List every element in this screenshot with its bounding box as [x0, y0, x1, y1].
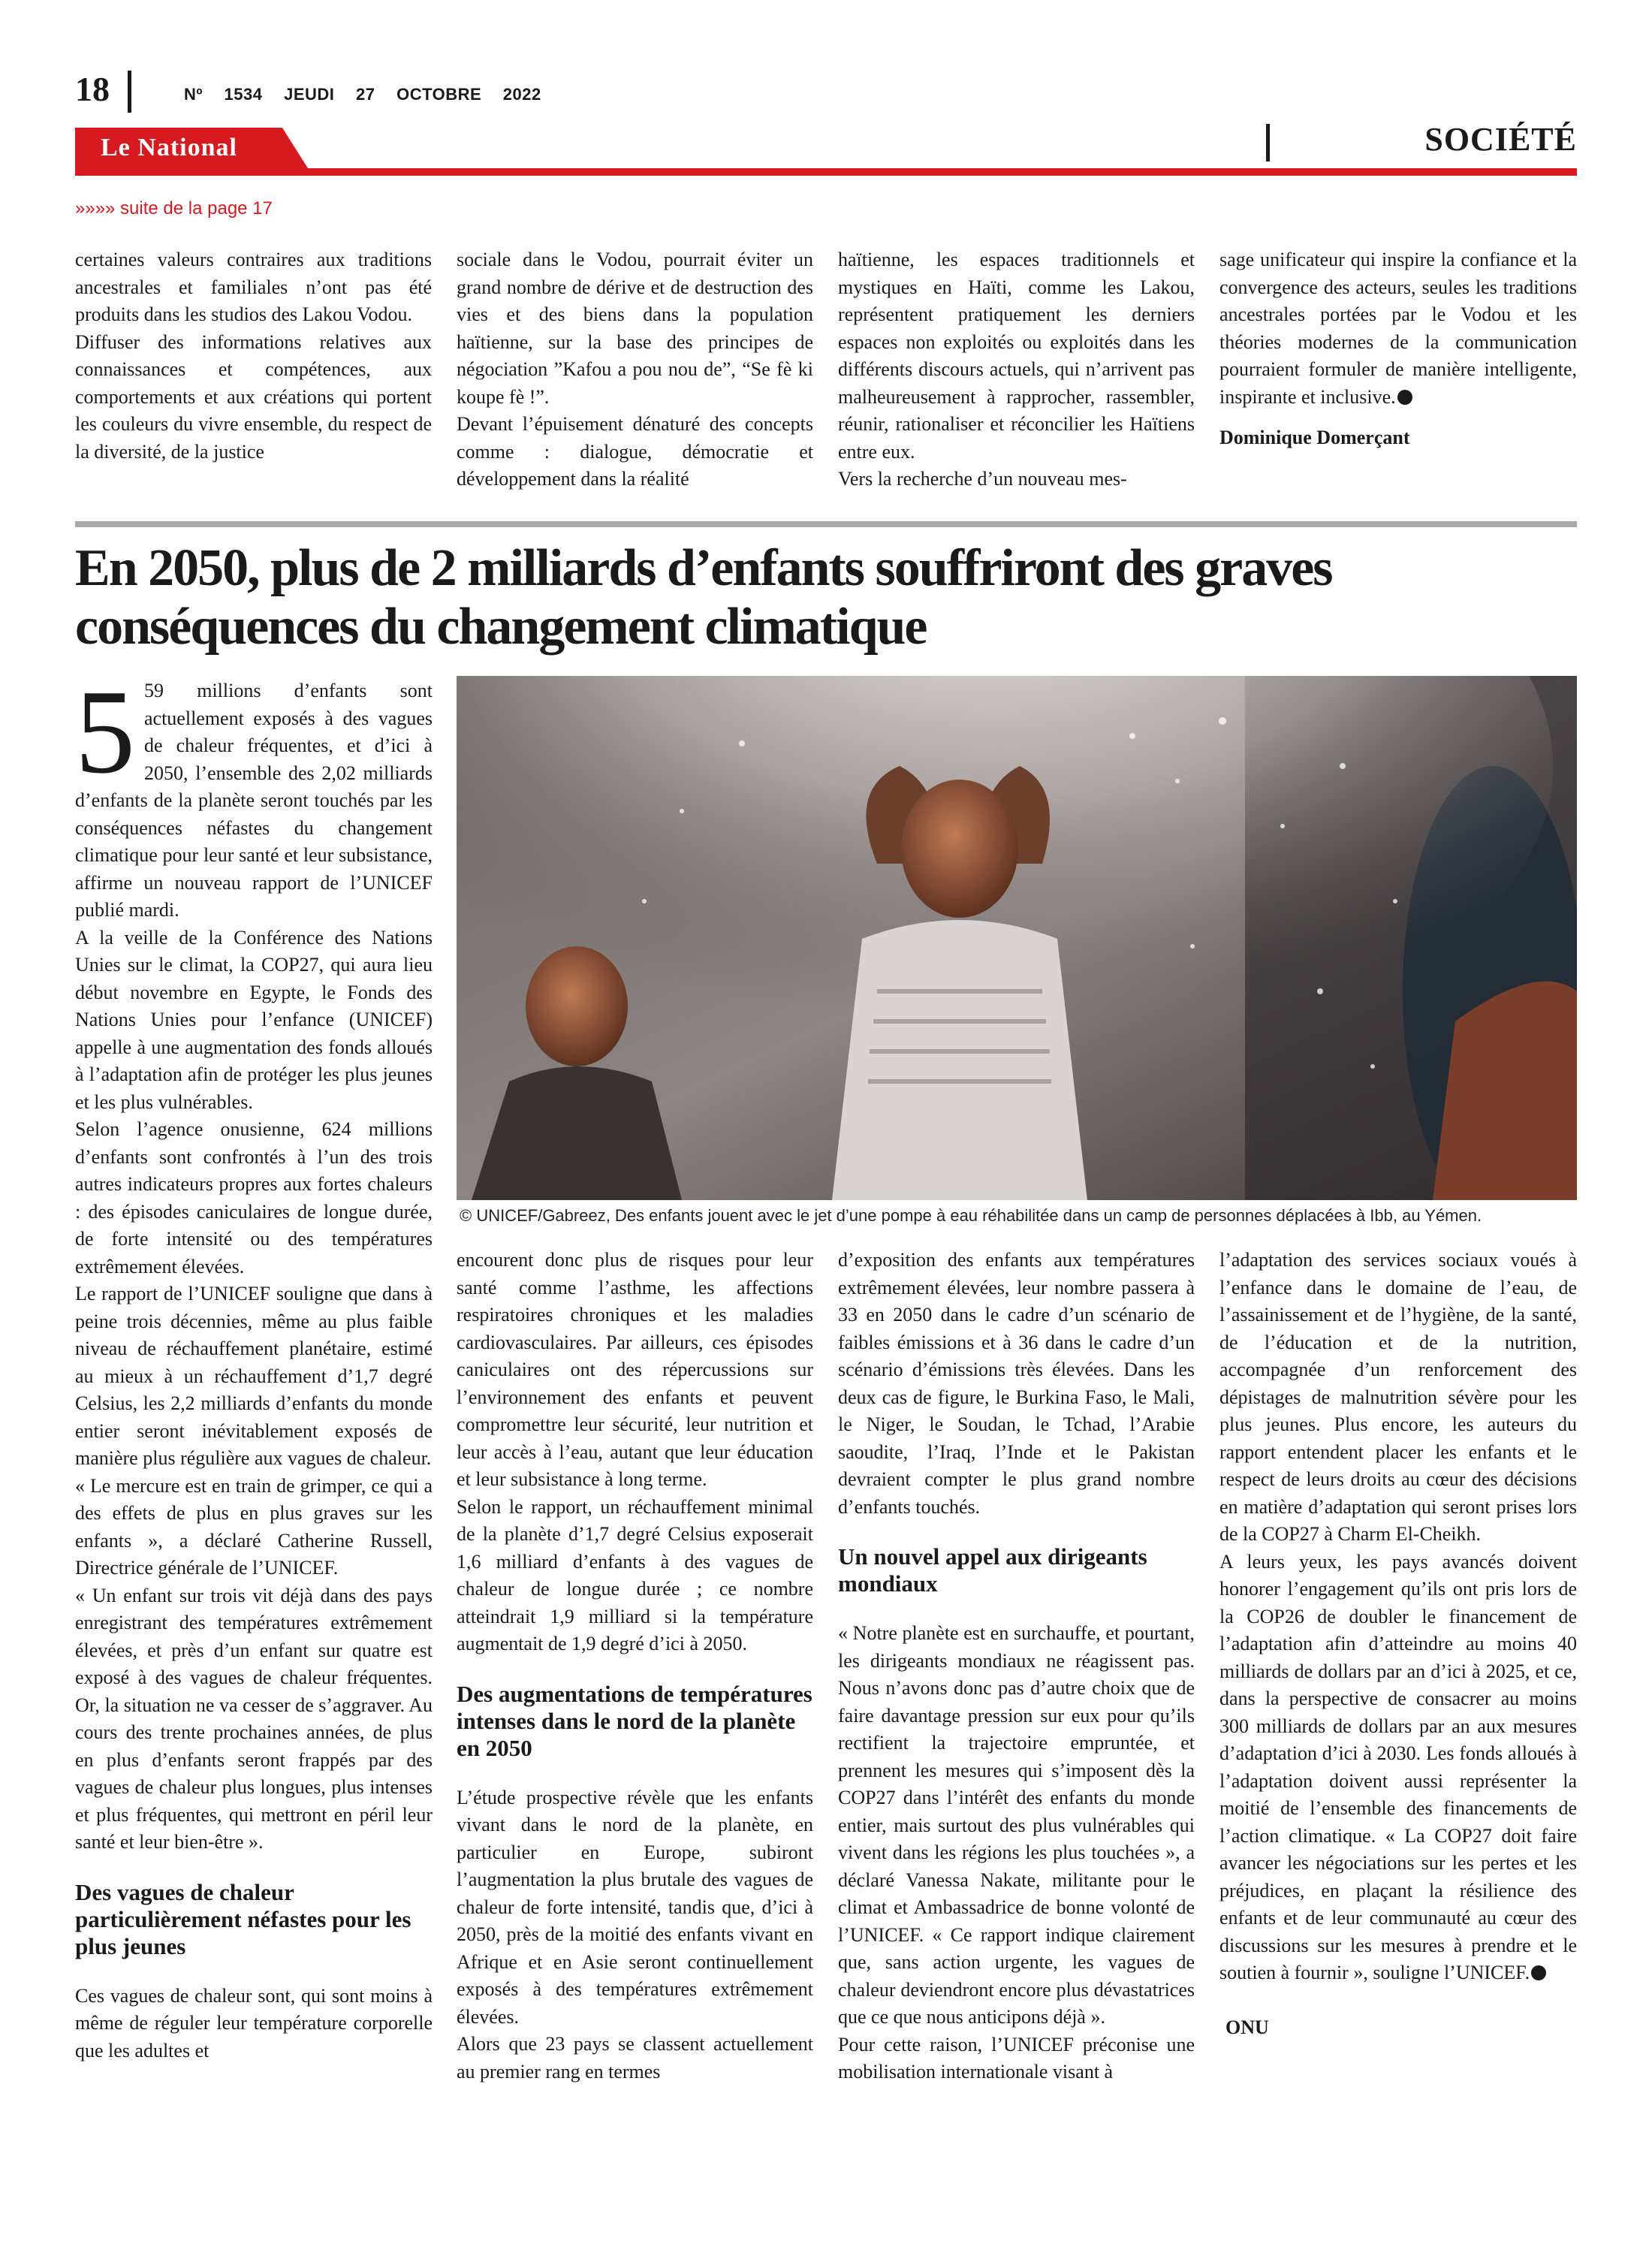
body-paragraph: L’étude prospective révèle que les enfants vivant dans le nord de la planète, en particulier en Europe, subiront l’augmentation la plus brutale des vagues de chaleur de forte intensité, tandis que, d’ici à 2050, près de la moitié des enfants vivant en Afrique et en Asie seront continuellement exposés à des températures extrêmement élevées. — [457, 1786, 813, 2028]
section-label: SOCIÉTÉ — [1424, 121, 1577, 158]
end-of-article-mark — [1531, 1965, 1546, 1980]
subheading: Des vagues de chaleur particulièrement néfastes pour les plus jeunes — [75, 1878, 411, 1959]
body-paragraph: Vers la recherche d’un nouveau mes- — [838, 468, 1127, 490]
body-paragraph: Pour cette raison, l’UNICEF préconise une mobilisation internationale visant à — [838, 2033, 1195, 2083]
body-paragraph: « Un enfant sur trois vit déjà dans des pays enregistrant des températures extrêmement élevées, et près d’un enfant sur quatre est exposé à des vagues de chaleur fréquentes. Or, la situation ne va cesser de s’aggraver. Au cours des trente prochaines années, de plus en plus d’enfants seront frappés par des vagues de chaleur plus longues, plus intenses et plus fréquentes, qui mettront en péril leur santé et leur bien-être ». — [75, 1584, 433, 1853]
body-paragraph: A leurs yeux, les pays avancés doivent honorer l’engagement qu’ils ont pris lors de la COP26 de doubler le financement de l’adaptation afin d’atteindre au moins 40 milliards de dollars par an d’ici à 2025, et ce, dans la perspective de consacrer au moins 300 milliards de dollars par an aux mesures d’adaptation d’ici à 2030. Les fonds alloués à l’adaptation doivent aussi représenter la moitié de l’ensemble des financements de l’action climatique. « La COP27 doit faire avancer les négociations sur les pertes et les préjudices, en plaçant la résilience des enfants et de leur communauté au cœur des discussions sur les mesures à prendre et le soutien à fournir », souligne l’UNICEF. — [1219, 1550, 1577, 1983]
body-paragraph: sage unificateur qui inspire la confiance et la convergence des acteurs, seules les traditions ancestrales portées par le Vodou et les théories modernes de la communication pourraient formuler de manière intelligente, inspirante et inclusive. — [1219, 249, 1577, 408]
previous-article-column-2 — [457, 246, 813, 493]
body-paragraph: Selon l’agence onusienne, 624 millions d’enfants sont confrontés à l’un des trois autres indicateurs propres aux fortes chaleurs : des épisodes caniculaires de longue durée, de forte intensité ou des températures extrêmement élevées. — [75, 1118, 433, 1277]
body-paragraph: Ces vagues de chaleur sont, qui sont moins à même de réguler leur température corporelle que les adultes et — [75, 1984, 433, 2061]
article-column-2 — [457, 1247, 813, 2086]
subheading: Un nouvel appel aux dirigeants mondiaux — [838, 1543, 1147, 1597]
body-paragraph: Diffuser des informations relatives aux connaissances et compétences, aux comportements et aux créations qui portent les couleurs du vivre ensemble, du respect de la diversité, de la justice — [75, 330, 432, 463]
body-paragraph: Alors que 23 pays se classent actuellement au premier rang en termes — [457, 2033, 813, 2083]
previous-article-column-3 — [838, 246, 1195, 493]
previous-article-column-4 — [1219, 246, 1577, 452]
article-column-3 — [838, 1247, 1195, 2086]
article-column-1 — [75, 665, 433, 2064]
body-paragraph: d’exposition des enfants aux températures extrêmement élevées, leur nombre passera à 33 en 2050 dans le cadre d’un scénario de faibles émissions et à 36 dans le cadre d’un scénario d’émissions très élevées. Dans les deux cas de figure, le Burkina Faso, le Mali, le Niger, le Soudan, le Tchad, l’Arabie saoudite, l’Iraq, l’Inde et le Pakistan devraient compter le plus grand nombre d’enfants touchés. — [838, 1249, 1195, 1518]
lead-paragraph: 5 59 millions d’enfants sont actuellement exposés à des vagues de chaleur fréquentes, et d’ici à 2050, l’ensemble des 2,02 milliards d’enfants de la planète seront touchés par les conséquences néfastes du changement climatique pour leur santé et leur subsistance, affirme un nouveau rapport de l’UNICEF publié mardi. — [75, 665, 433, 921]
byline: Dominique Domerçant — [1219, 427, 1410, 448]
body-paragraph: « Notre planète est en surchauffe, et pourtant, les dirigeants mondiaux ne réagissent pas. Nous n’avons donc pas d’autre choix que de faire davantage pression sur eux pour qu’ils rectifient la trajectoire empruntée, et prennent les mesures qui s’imposent dès la COP27 dans l’intérêt des enfants du monde entier, mais surtout des plus vulnérables qui vivent dans les régions les plus touchées », a déclaré Vanessa Nakate, militante pour le climat et Ambassadrice de bonne volonté de l’UNICEF. « Ce rapport indique clairement que, sans action urgente, les vagues de chaleur deviendront encore plus dévastatrices que ce que nous anticipons déjà ». — [838, 1622, 1195, 2028]
body-paragraph: certaines valeurs contraires aux traditions ancestrales et familiales n’ont pas été produits dans les studios des Lakou Vodou. — [75, 249, 432, 325]
body-paragraph: Devant l’épuisement dénaturé des concepts comme : dialogue, démocratie et développement dans la réalité — [457, 413, 813, 490]
article-photo — [457, 676, 1577, 1200]
section-divider — [1266, 124, 1270, 161]
drop-cap: 5 — [75, 665, 135, 798]
page-number-divider — [128, 71, 131, 113]
article-source: ONU — [1225, 2016, 1269, 2038]
body-paragraph: A la veille de la Conférence des Nations Unies sur le climat, la COP27, qui aura lieu début novembre en Egypte, le Fonds des Nations Unies pour l’enfance (UNICEF) appelle à une augmentation des fonds alloués à l’adaptation afin de protéger les plus jeunes et les plus vulnérables. — [75, 926, 433, 1113]
body-paragraph: Selon le rapport, un réchauffement minimal de la planète d’1,7 degré Celsius exposerait 1,6 milliard d’enfants à des vagues de chaleur de longue durée ; ce nombre atteindrait 1,9 milliard si la température augmentait de 1,9 degré d’ici à 2050. — [457, 1495, 813, 1654]
article-column-4 — [1219, 1247, 1577, 2041]
body-paragraph: Le rapport de l’UNICEF souligne que dans à peine trois décennies, même au plus faible niveau de réchauffement planétaire, estimé au mieux à un réchauffement d’1,7 degré Celsius, les 2,2 milliards d’enfants du monde entier seront inévitablement exposés de manière plus régulière aux vagues de chaleur. — [75, 1283, 433, 1469]
subheading: Des augmentations de températures intenses dans le nord de la planète en 2050 — [457, 1680, 812, 1761]
body-paragraph: l’adaptation des services sociaux voués à l’enfance dans le domaine de l’eau, de l’assainissement et de l’hygiène, de la santé, de l’éducation et de la nutrition, accompagnée d’un renforcement des dépistages de malnutrition sévère pour les plus jeunes. Plus encore, les auteurs du rapport entendent placer les enfants et le respect de leurs droits au cœur des décisions en matière d’adaptation qui seront prises lors de la COP27 à Charm El-Cheikh. — [1219, 1249, 1577, 1545]
body-paragraph: haïtienne, les espaces traditionnels et mystiques en Haïti, comme les Lakou, représentent pratiquement les derniers espaces non exploités ou exploités dans les différents discours actuels, qui n’arrivent pas malheureusement à rapprocher, rassembler, réunir, rationaliser et réconcilier les Haïtiens entre eux. — [838, 249, 1195, 463]
body-paragraph: encourent donc plus de risques pour leur santé comme l’asthme, les affections respiratoires chroniques et les maladies cardiovasculaires. Par ailleurs, ces épisodes caniculaires ont des répercussions sur l’environnement des enfants et peuvent compromettre leur sécurité, leur nutrition et leur accès à l’eau, autant que leur éducation et leur subsistance à long terme. — [457, 1249, 813, 1490]
header-rule — [75, 168, 1577, 176]
article-headline: En 2050, plus de 2 milliards d’enfants souffriront des graves conséquences du changement climatique — [75, 539, 1332, 656]
body-paragraph: sociale dans le Vodou, pourrait éviter un grand nombre de dérive et de destruction des vies et des biens dans la population haïtienne, sur la base des principes de négociation ”Kafou a pou nou de”, “Se fè ki koupe fè !”. — [457, 249, 813, 408]
photo-children-water-jet — [457, 676, 1577, 1200]
continued-from-note: »»»» suite de la page 17 — [75, 198, 273, 219]
issue-date-line: Nº 1534 JEUDI 27 OCTOBRE 2022 — [184, 85, 541, 104]
page-number: 18 — [75, 70, 110, 108]
article-separator-rule — [75, 521, 1577, 527]
masthead-logo: Le National — [101, 134, 237, 161]
previous-article-column-1 — [75, 246, 432, 466]
body-paragraph: « Le mercure est en train de grimper, ce qui a des effets de plus en plus graves sur les enfants », a déclaré Catherine Russell, Directrice générale de l’UNICEF. — [75, 1474, 433, 1579]
photo-caption: © UNICEF/Gabreez, Des enfants jouent avec le jet d’une pompe à eau réhabilitée dans un camp de personnes déplacées à Ibb, au Yémen. — [460, 1206, 1482, 1225]
end-of-article-mark — [1397, 390, 1412, 405]
